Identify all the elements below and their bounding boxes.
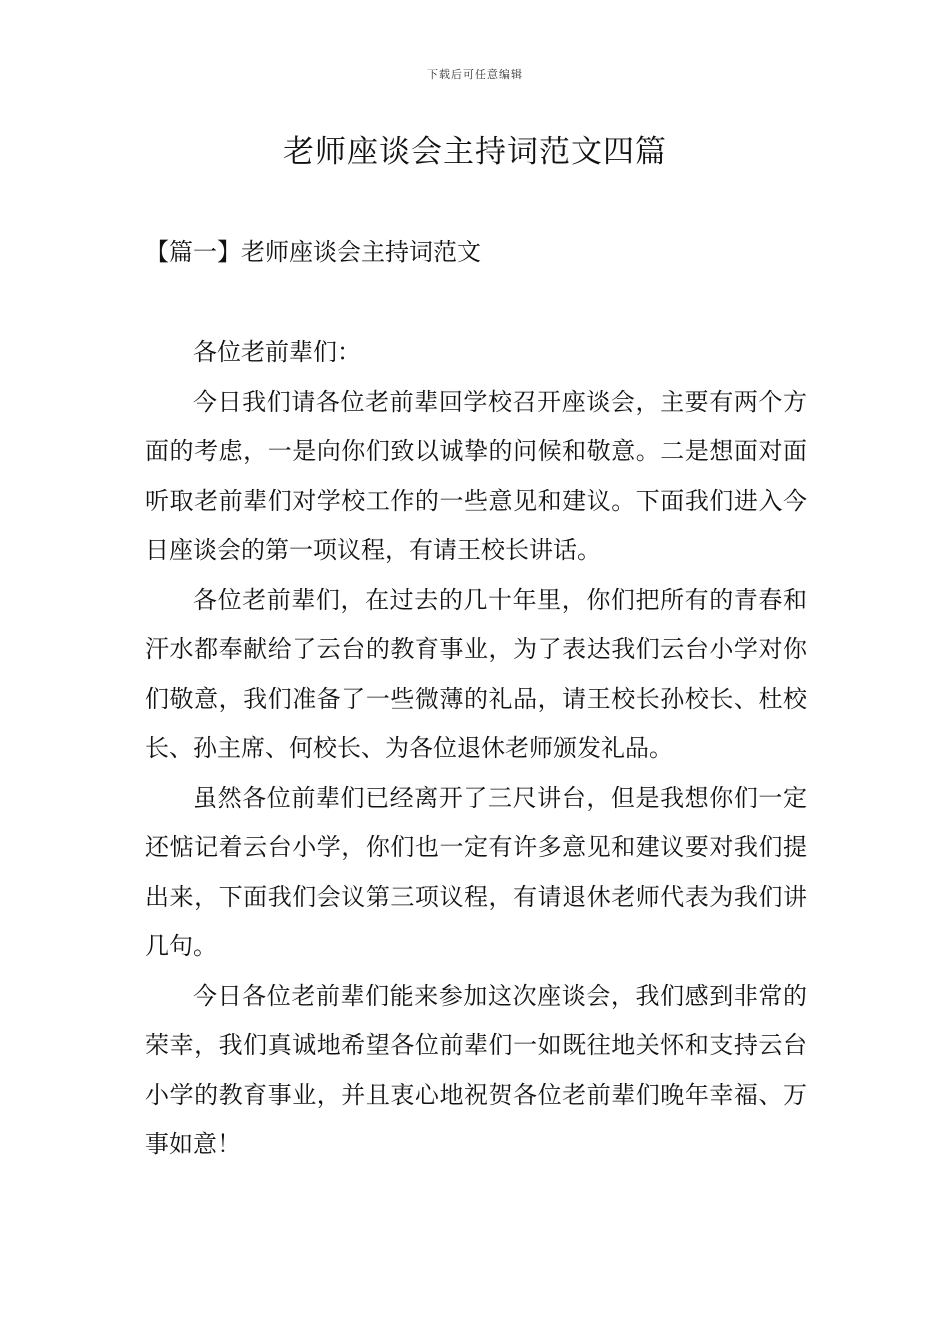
document-title: 老师座谈会主持词范文四篇	[283, 134, 667, 170]
paragraph: 虽然各位前辈们已经离开了三尺讲台，但是我想你们一定还惦记着云台小学，你们也一定有许多意见和建议要对我们提出来，下面我们会议第三项议程，有请退休老师代表为我们讲几句。	[145, 783, 807, 960]
section-heading: 【篇一】老师座谈会主持词范文	[145, 238, 481, 266]
paragraph-greeting: 各位老前辈们：	[193, 338, 361, 366]
body-text	[145, 328, 807, 1170]
paragraph: 今日我们请各位老前辈回学校召开座谈会，主要有两个方面的考虑，一是向你们致以诚挚的问候和敬意。二是想面对面听取老前辈们对学校工作的一些意见和建议。下面我们进入今日座谈会的第一项议程，有请王校长讲话。	[145, 387, 807, 564]
header-note: 下载后可任意编辑	[427, 68, 523, 81]
paragraph: 今日各位老前辈们能来参加这次座谈会，我们感到非常的荣幸，我们真诚地希望各位前辈们一如既往地关怀和支持云台小学的教育事业，并且衷心地祝贺各位老前辈们晚年幸福、万事如意！	[145, 981, 807, 1158]
paragraph: 各位老前辈们，在过去的几十年里，你们把所有的青春和汗水都奉献给了云台的教育事业，为了表达我们云台小学对你们敬意，我们准备了一些微薄的礼品，请王校长孙校长、杜校长、孙主席、何校长、为各位退休老师颁发礼品。	[145, 585, 807, 762]
